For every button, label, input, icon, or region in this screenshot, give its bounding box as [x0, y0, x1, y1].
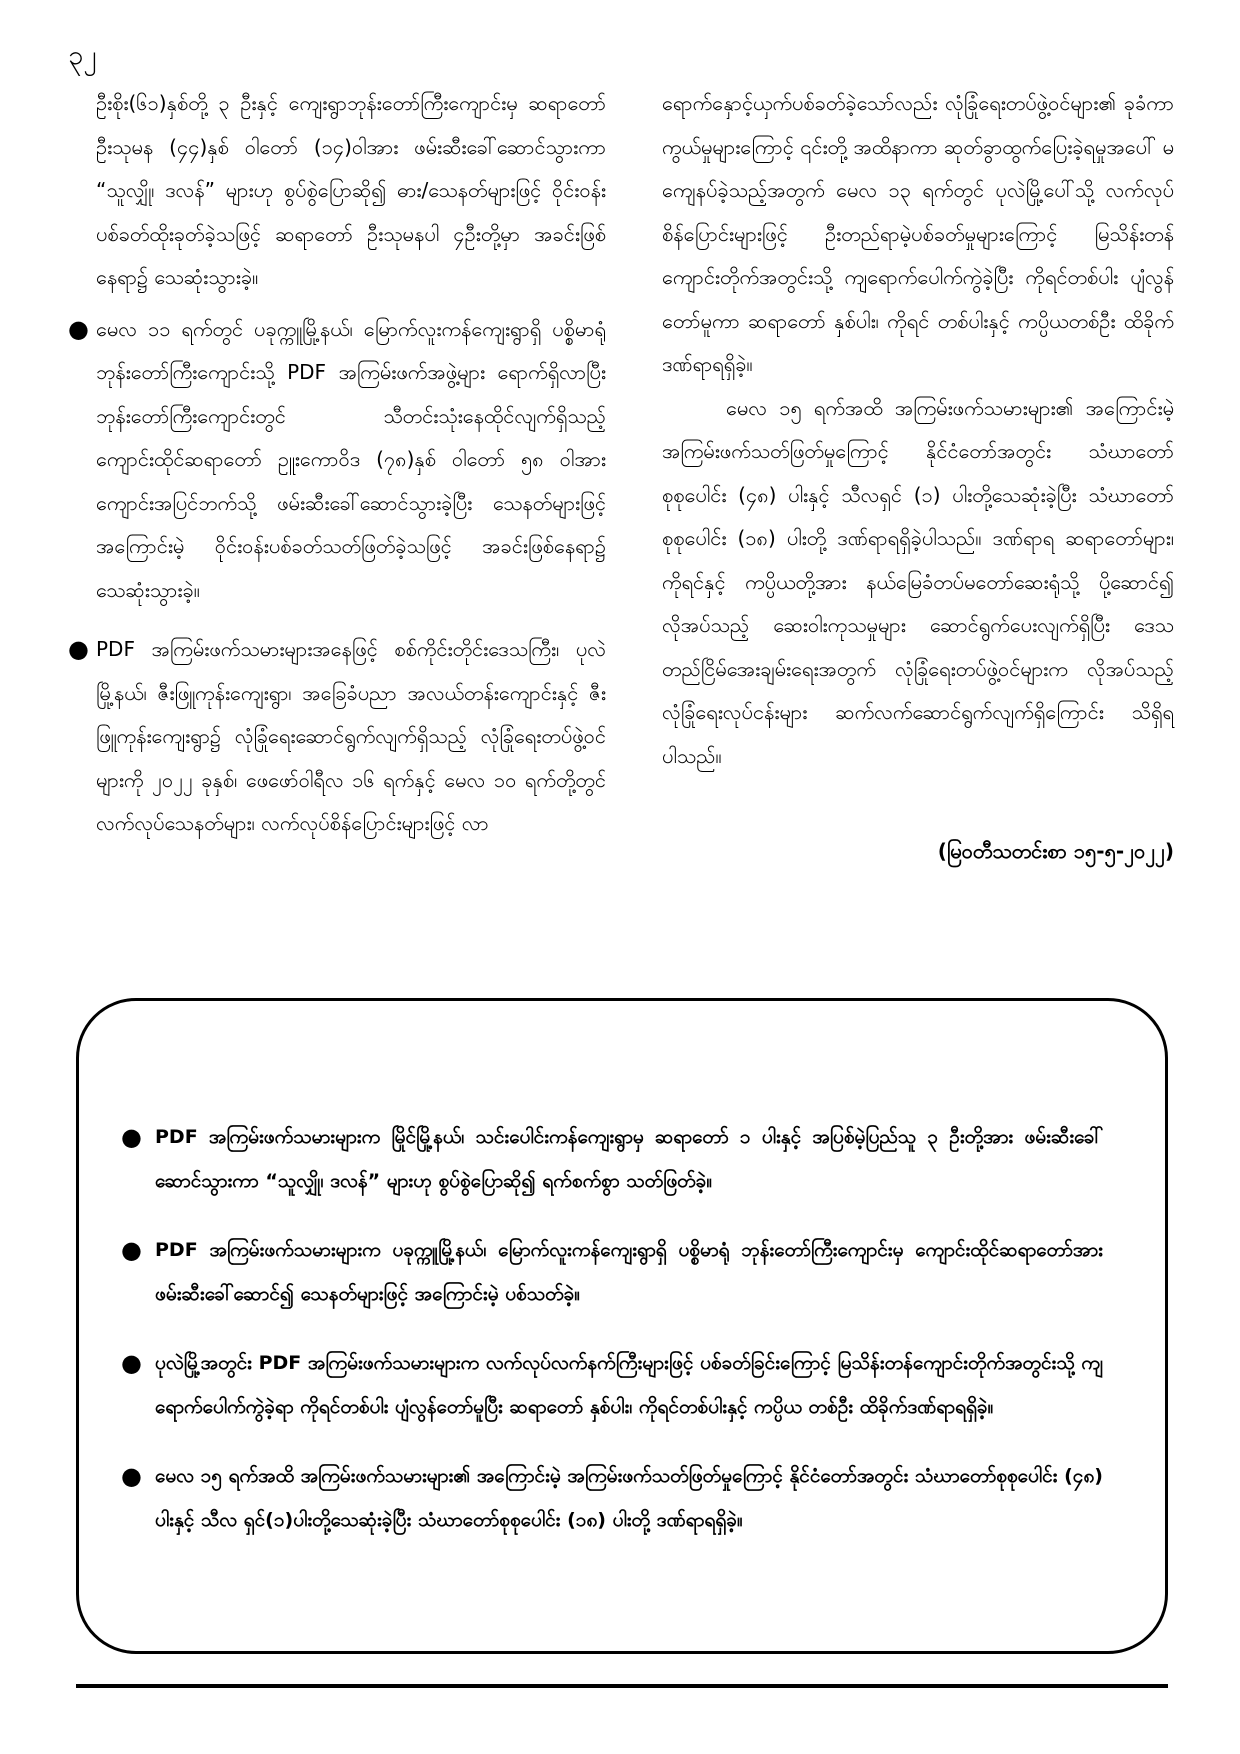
page-number: ၃၂ [68, 40, 97, 71]
summary-item-text: ပုလဲမြို့အတွင်း PDF အကြမ်းဖက်သမားများက လက်လုပ်လက်နက်ကြီးများဖြင့် ပစ်ခတ်ခြင်းကြောင့် မြသိန်းတန်ကျောင်းတိုက်အတွင်းသို့ ကျရောက်ပေါက်ကွဲခဲ့ရာ ကိုရင်တစ်ပါး ပျံလွန်တော်မူပြီး ဆရာတော် နှစ်ပါး၊ ကိုရင်တစ်ပါးနှင့် ကပ္ပိယ တစ်ဦး ထိခိုက်ဒဏ်ရာရရှိခဲ့။ [155, 1352, 1103, 1418]
source-citation: (မြဝတီသတင်းစာ ၁၅-၅-၂၀၂၂) [937, 839, 1174, 863]
summary-item-text: PDF အကြမ်းဖက်သမားများက မြိုင်မြို့နယ်၊ သင်းပေါင်းကန်ကျေးရွာမှ ဆရာတော် ၁ ပါးနှင့် အပြစ်မဲ့ပြည်သူ ၃ ဦးတို့အား ဖမ်းဆီးခေါ်ဆောင်သွားကာ “သူလျှို၊ ဒလန်” များဟု စွပ်စွဲပြောဆို၍ ရက်စက်စွာ သတ်ဖြတ်ခဲ့။ [155, 1126, 1103, 1192]
bullet-icon: ● [121, 1349, 142, 1377]
summary-box [76, 998, 1168, 1654]
bullet-icon: ● [121, 1236, 142, 1264]
list-item [68, 308, 606, 613]
bullet-icon: ● [121, 1462, 142, 1490]
list-item [68, 628, 606, 846]
left-column [68, 82, 606, 846]
continued-paragraph: ဦးစိုး(၆၁)နှစ်တို့ ၃ ဦးနှင့် ကျေးရွာဘုန်းတော်ကြီးကျောင်းမှ ဆရာတော် ဦးသုမန (၄၄)နှစ် ဝါတော် (၁၄)ဝါအား ဖမ်းဆီးခေါ်ဆောင်သွားကာ “သူလျှို၊ ဒလန်” များဟု စွပ်စွဲပြောဆို၍ ဓား/သေနတ်များဖြင့် ဝိုင်းဝန်းပစ်ခတ်ထိုးခုတ်ခဲ့သဖြင့် ဆရာတော် ဦးသုမနပါ ၄ဦးတို့မှာ အခင်းဖြစ်နေရာ၌ သေဆုံးသွားခဲ့။ [96, 91, 606, 289]
body-paragraph: မေလ ၁၅ ရက်အထိ အကြမ်းဖက်သမားများ၏ အကြောင်းမဲ့ အကြမ်းဖက်သတ်ဖြတ်မှုကြောင့် နိုင်ငံတော်အတွင်း သံဃာတော်စုစုပေါင်း (၄၈) ပါးနှင့် သီလရှင် (၁) ပါးတို့သေဆုံးခဲ့ပြီး သံဃာတော်စုစုပေါင်း (၁၈) ပါးတို့ ဒဏ်ရာရရှိခဲ့ပါသည်။ ဒဏ်ရာရ ဆရာတော်များ၊ ကိုရင်နှင့် ကပ္ပိယတို့အား နယ်မြေခံတပ်မတော်ဆေးရုံသို့ ပို့ဆောင်၍ လိုအပ်သည့် ဆေးဝါးကုသမှုများ ဆောင်ရွက်ပေးလျက်ရှိပြီး ဒေသတည်ငြိမ်အေးချမ်းရေးအတွက် လုံခြုံရေးတပ်ဖွဲ့ဝင်များက လိုအပ်သည့် လုံခြုံရေးလုပ်ငန်းများ ဆက်လက်ဆောင်ရွက်လျက်ရှိကြောင်း သိရှိရပါသည်။ [662, 395, 1174, 768]
list-item-text: မေလ ၁၁ ရက်တွင် ပခုက္ကူမြို့နယ်၊ မြောက်လူးကန်ကျေးရွာရှိ ပစ္စိမာရုံ ဘုန်းတော်ကြီးကျောင်းသို့ PDF အကြမ်းဖက်အဖွဲ့များ ရောက်ရှိလာပြီး ဘုန်းတော်ကြီးကျောင်းတွင် သီတင်းသုံးနေထိုင်လျက်ရှိသည့် ကျောင်းထိုင်ဆရာတော် ဥူးကောဝိဒ (၇၈)နှစ် ဝါတော် ၅၈ ဝါအား ကျောင်းအပြင်ဘက်သို့ ဖမ်းဆီးခေါ်ဆောင်သွားခဲ့ပြီး သေနတ်များဖြင့် အကြောင်းမဲ့ ဝိုင်းဝန်းပစ်ခတ်သတ်ဖြတ်ခဲ့သဖြင့် အခင်းဖြစ်နေရာ၌ သေဆုံးသွားခဲ့။ [96, 316, 606, 602]
left-bullet-list [68, 308, 606, 846]
bullet-icon: ● [121, 1123, 142, 1151]
list-item-text: PDF အကြမ်းဖက်သမားများအနေဖြင့် စစ်ကိုင်းတိုင်းဒေသကြီး၊ ပုလဲမြို့နယ်၊ ဇီးဖြူကုန်းကျေးရွာ၊ အခြေခံပညာ အလယ်တန်းကျောင်းနှင့် ဇီးဖြူကုန်းကျေးရွာ၌ လုံခြုံရေးဆောင်ရွက်လျက်ရှိသည့် လုံခြုံရေးတပ်ဖွဲ့ဝင်များကို ၂၀၂၂ ခုနှစ်၊ ဖေဖော်ဝါရီလ ၁၆ ရက်နှင့် မေလ ၁၀ ရက်တို့တွင် လက်လုပ်သေနတ်များ၊ လက်လုပ်စိန်ပြောင်းများဖြင့် လာ [96, 637, 606, 835]
summary-item-text: မေလ ၁၅ ရက်အထိ အကြမ်းဖက်သမားများ၏ အကြောင်းမဲ့ အကြမ်းဖက်သတ်ဖြတ်မှုကြောင့် နိုင်ငံတော်အတွင်း သံဃာတော်စုစုပေါင်း (၄၈) ပါးနှင့် သီလ ရှင်(၁)ပါးတို့သေဆုံးခဲ့ပြီး သံဃာတော်စုစုပေါင်း (၁၈) ပါးတို့ ဒဏ်ရာရရှိခဲ့။ [155, 1465, 1103, 1531]
summary-item [121, 1228, 1103, 1316]
body-paragraph: ရောက်နှောင့်ယှက်ပစ်ခတ်ခဲ့သော်လည်း လုံခြုံရေးတပ်ဖွဲ့ဝင်များ၏ ခုခံကာကွယ်မှုများကြောင့် ၎င်းတို့ အထိနာကာ ဆုတ်ခွာထွက်ပြေးခဲ့ရမှုအပေါ် မကျေနပ်ခဲ့သည့်အတွက် မေလ ၁၃ ရက်တွင် ပုလဲမြို့ပေါ်သို့ လက်လုပ်စိန်ပြောင်းများဖြင့် ဦးတည်ရာမဲ့ပစ်ခတ်မှုများကြောင့် မြသိန်းတန်ကျောင်းတိုက်အတွင်းသို့ ကျရောက်ပေါက်ကွဲခဲ့ပြီး ကိုရင်တစ်ပါး ပျံလွန်တော်မူကာ ဆရာတော် နှစ်ပါး၊ ကိုရင် တစ်ပါးနှင့် ကပ္ပိယတစ်ဦး ထိခိုက်ဒဏ်ရာရရှိခဲ့။ [662, 91, 1174, 376]
summary-item [121, 1341, 1103, 1429]
summary-item [121, 1454, 1103, 1542]
summary-item [121, 1115, 1103, 1203]
summary-item-text: PDF အကြမ်းဖက်သမားများက ပခုက္ကူမြို့နယ်၊ မြောက်လူးကန်ကျေးရွာရှိ ပစ္စိမာရုံ ဘုန်းတော်ကြီးကျောင်းမှ ကျောင်းထိုင်ဆရာတော်အား ဖမ်းဆီးခေါ်ဆောင်၍ သေနတ်များဖြင့် အကြောင်းမဲ့ ပစ်သတ်ခဲ့။ [155, 1239, 1103, 1305]
summary-list [121, 1115, 1103, 1542]
bottom-divider [76, 1684, 1168, 1688]
right-column [662, 82, 1174, 874]
bullet-icon: ● [68, 635, 89, 663]
bullet-icon: ● [68, 314, 89, 343]
